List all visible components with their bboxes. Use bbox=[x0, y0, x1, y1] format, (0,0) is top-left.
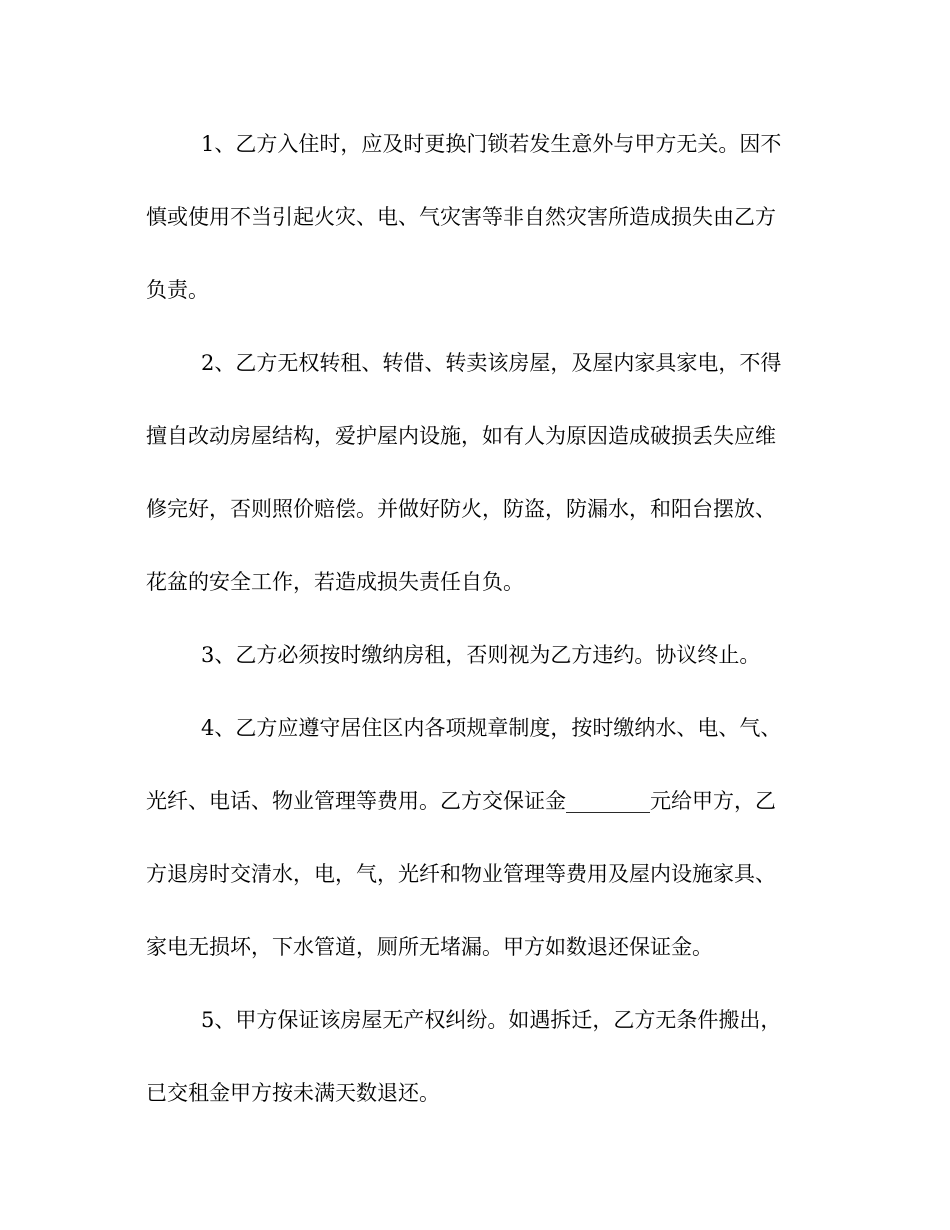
clause-4-line-3: 方退房时交清水，电，气，光纤和物业管理等费用及屋内设施家具、 bbox=[146, 862, 776, 886]
clause-5-line-2: 已交租金甲方按未满天数退还。 bbox=[146, 1081, 440, 1105]
clause-2-line-4: 花盆的安全工作，若造成损失责任自负。 bbox=[146, 570, 524, 594]
clause-1-line-2: 慎或使用不当引起火灾、电、气灾害等非自然灾害所造成损失由乙方 bbox=[146, 205, 776, 229]
clause-1-line-3: 负责。 bbox=[146, 278, 209, 302]
clause-4-line-2: 光纤、电话、物业管理等费用。乙方交保证金________元给甲方，乙 bbox=[146, 789, 776, 813]
clause-3-line-1: 3、乙方必须按时缴纳房租，否则视为乙方违约。协议终止。 bbox=[201, 643, 761, 667]
clause-4-line-4: 家电无损坏，下水管道，厕所无堵漏。甲方如数退还保证金。 bbox=[146, 935, 713, 959]
clause-4-line-1: 4、乙方应遵守居住区内各项规章制度，按时缴纳水、电、气、 bbox=[201, 716, 782, 740]
clause-2-line-1: 2、乙方无权转租、转借、转卖该房屋，及屋内家具家电，不得 bbox=[201, 351, 782, 375]
clause-2-line-2: 擅自改动房屋结构，爱护屋内设施，如有人为原因造成破损丢失应维 bbox=[146, 424, 776, 448]
clause-2-line-3: 修完好，否则照价赔偿。并做好防火，防盗，防漏水，和阳台摆放、 bbox=[146, 497, 776, 521]
clause-5-line-1: 5、甲方保证该房屋无产权纠纷。如遇拆迁，乙方无条件搬出， bbox=[201, 1008, 782, 1032]
clause-1-line-1: 1、乙方入住时，应及时更换门锁若发生意外与甲方无关。因不 bbox=[201, 132, 782, 156]
